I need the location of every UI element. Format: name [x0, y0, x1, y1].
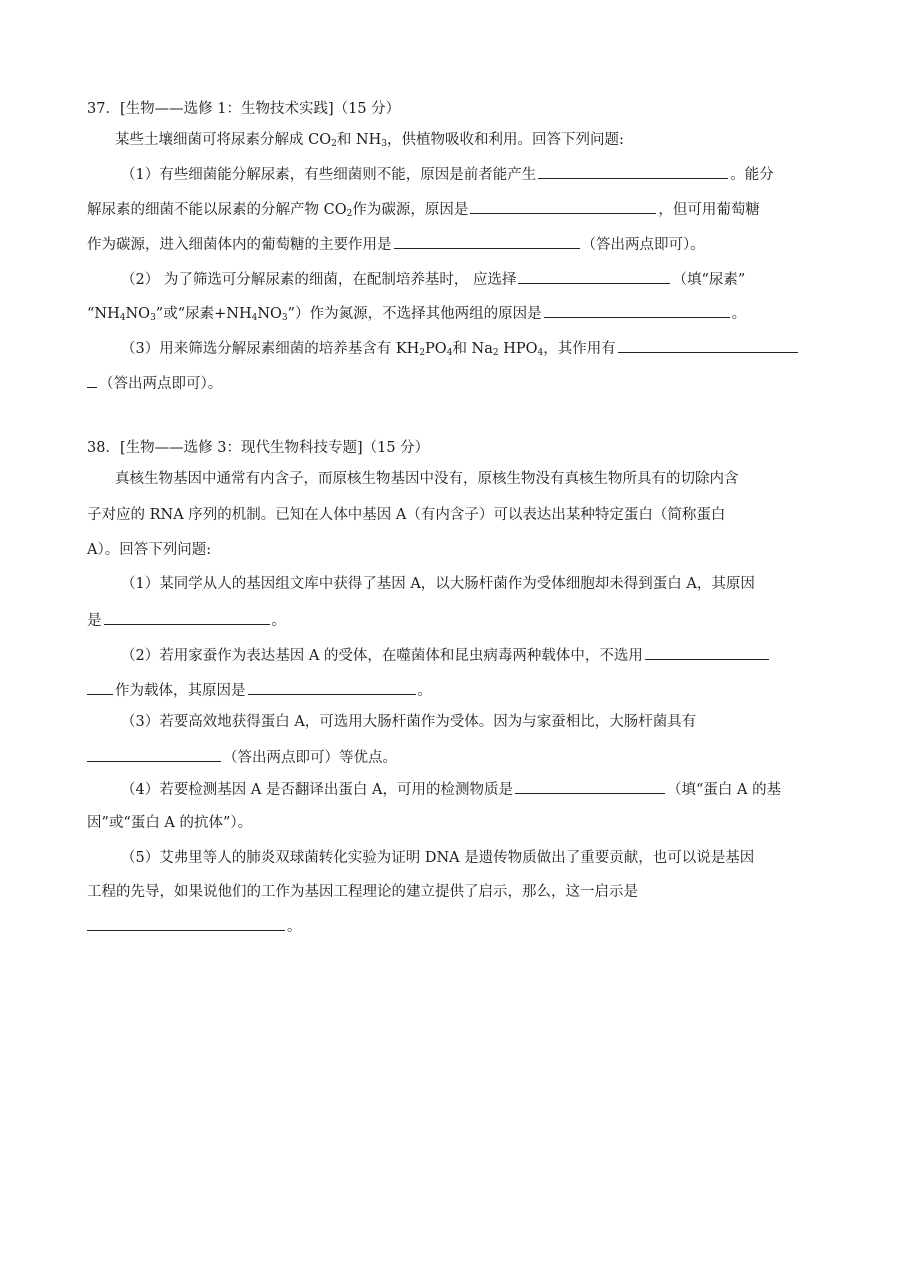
q38-part5-line1: （5）艾弗里等人的肺炎双球菌转化实验为证明 DNA 是遗传物质做出了重要贡献，也可以说是基因	[121, 850, 755, 866]
q37-part3-line1: （3）用来筛选分解尿素细菌的培养基含有 $KH_2PO_4$和 $Na_2$ $HPO_4$，其作用有	[121, 337, 824, 359]
q38-part2-line1: （2）若用家蚕作为表达基因 A 的受体，在噬菌体和昆虫病毒两种载体中，不选用	[121, 644, 824, 666]
q37-part2-line2: “$NH_4NO_3$”或“尿素$+NH_4NO_3$”）作为氮源，不选择其他两组的原因是 。	[87, 302, 824, 324]
answer-blank[interactable]	[87, 915, 285, 931]
answer-blank[interactable]	[538, 163, 728, 179]
q38-part2-line2: 作为载体，其原因是 。	[87, 679, 824, 701]
q37-part3-line2: （答出两点即可）。	[87, 372, 824, 394]
answer-blank[interactable]	[87, 679, 113, 695]
q38-intro-line1: 真核生物基因中通常有内含子，而原核生物基因中没有，原核生物没有真核生物所具有的切除内含	[115, 471, 739, 487]
q37-part2-line1: （2） 为了筛选可分解尿素的细菌，在配制培养基时， 应选择 （填“尿素”	[121, 268, 824, 290]
q38-part5-line3: 。	[87, 915, 824, 937]
q38-part1-line1: （1）某同学从人的基因组文库中获得了基因 A，以大肠杆菌作为受体细胞却未得到蛋白 A，其原因	[121, 576, 755, 592]
answer-blank[interactable]	[645, 644, 769, 660]
q37-part1-line1: （1）有些细菌能分解尿素，有些细菌则不能，原因是前者能产生 。能分	[121, 163, 824, 185]
answer-blank[interactable]	[618, 337, 798, 353]
answer-blank[interactable]	[248, 679, 416, 695]
q37-part1-line2: 解尿素的细菌不能以尿素的分解产物 $CO_2$作为碳源，原因是 ，但可用葡萄糖	[87, 198, 824, 220]
q38-part1-line2: 是 。	[87, 609, 824, 631]
q38-part3-line1: （3）若要高效地获得蛋白 A，可选用大肠杆菌作为受体。因为与家蚕相比，大肠杆菌具有	[121, 714, 697, 730]
q38-intro-line2: 子对应的 RNA 序列的机制。已知在人体中基因 A（有内含子）可以表达出某种特定蛋白（简称蛋白	[87, 507, 726, 523]
answer-blank[interactable]	[87, 746, 221, 762]
question-37-title: 37．[生物——选修 1：生物技术实践]（15 分）	[87, 101, 401, 117]
answer-blank[interactable]	[515, 778, 665, 794]
answer-blank[interactable]	[394, 233, 580, 249]
q37-part1-line3: 作为碳源，进入细菌体内的葡萄糖的主要作用是 （答出两点即可）。	[87, 233, 824, 255]
answer-blank[interactable]	[518, 268, 670, 284]
answer-blank[interactable]	[544, 302, 730, 318]
q38-part4-line2: 因”或“蛋白 A 的抗体”）。	[87, 815, 253, 831]
q38-part4-line1: （4）若要检测基因 A 是否翻译出蛋白 A，可用的检测物质是 （填“蛋白 A 的基	[121, 778, 824, 800]
question-38-title: 38．[生物——选修 3：现代生物科技专题]（15 分）	[87, 440, 430, 456]
q37-intro: 某些土壤细菌可将尿素分解成 $CO_2$和 $NH_3$，供植物吸收和利用。回答下列问题:	[115, 132, 624, 149]
q38-part3-line2: （答出两点即可）等优点。	[87, 746, 824, 768]
q38-part5-line2: 工程的先导，如果说他们的工作为基因工程理论的建立提供了启示，那么，这一启示是	[87, 884, 638, 900]
answer-blank[interactable]	[104, 609, 270, 625]
q38-intro-line3: A）。回答下列问题:	[87, 542, 212, 558]
answer-blank[interactable]	[87, 372, 97, 388]
answer-blank[interactable]	[470, 198, 656, 214]
